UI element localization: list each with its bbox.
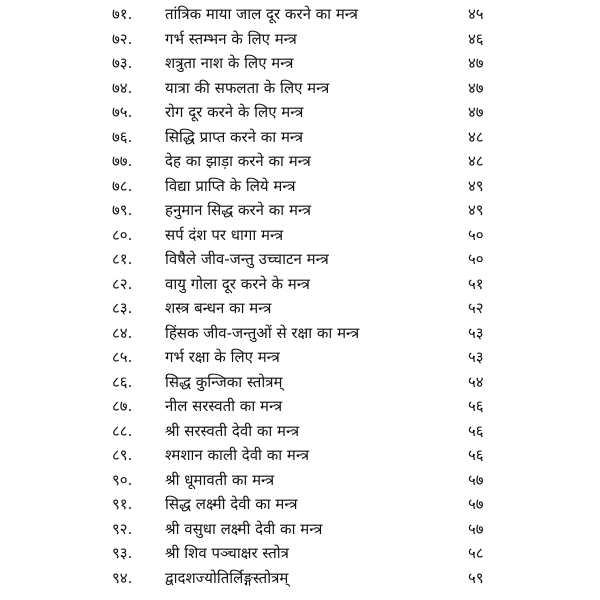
entry-number: ८५. [112, 348, 133, 366]
entry-title: शत्रुता नाश के लिए मन्त्र [165, 54, 294, 72]
entry-title: गर्भ रक्षा के लिए मन्त्र [165, 348, 280, 366]
toc-entry [0, 517, 600, 542]
entry-page: ५० [468, 250, 484, 268]
toc-entry [0, 394, 600, 419]
entry-number: ९४. [112, 568, 133, 587]
entry-page: ५३ [468, 348, 484, 366]
toc-entry [0, 2, 600, 27]
entry-title: श्री वसुधा लक्ष्मी देवी का मन्त्र [165, 519, 323, 538]
entry-number: ८८. [112, 421, 133, 440]
toc-entry [0, 345, 600, 370]
entry-page: ५३ [468, 323, 484, 342]
entry-page: ५४ [468, 372, 484, 391]
entry-number: ८९. [112, 446, 133, 464]
entry-number: ७५. [112, 103, 133, 121]
toc-entry [0, 51, 600, 76]
entry-page: ५१ [468, 274, 484, 293]
toc-entry [0, 419, 600, 444]
entry-page: ४७ [468, 78, 484, 97]
entry-page: ४७ [468, 54, 484, 72]
entry-title: हनुमान सिद्ध करने का मन्त्र [165, 201, 312, 219]
entry-title: वायु गोला दूर करने के मन्त्र [165, 274, 310, 293]
entry-number: ७२. [112, 29, 133, 48]
entry-number: ७६. [112, 127, 133, 146]
entry-page: ५७ [468, 495, 484, 513]
toc-entry [0, 198, 600, 223]
entry-page: ५२ [468, 299, 484, 317]
entry-page: ४९ [468, 201, 484, 219]
entry-page: ४९ [468, 176, 484, 195]
toc-entry [0, 566, 600, 591]
entry-page: ५८ [468, 544, 484, 562]
entry-number: ७७. [112, 152, 133, 170]
entry-number: ७१. [112, 5, 133, 23]
entry-title: नील सरस्वती का मन्त्र [165, 397, 283, 415]
toc-entry [0, 370, 600, 395]
entry-title: श्री सरस्वती देवी का मन्त्र [165, 421, 300, 440]
entry-number: ९२. [112, 519, 133, 538]
entry-page: ५६ [468, 446, 484, 464]
entry-page: ४५ [468, 5, 484, 23]
toc-entry [0, 541, 600, 566]
toc-entry [0, 492, 600, 517]
entry-number: ८७. [112, 397, 133, 415]
entry-number: ८४. [112, 323, 133, 342]
toc-entry [0, 223, 600, 248]
entry-number: ७८. [112, 176, 133, 195]
entry-number: ७३. [112, 54, 133, 72]
entry-number: ७४. [112, 78, 133, 97]
entry-title: यात्रा की सफलता के लिए मन्त्र [165, 78, 330, 97]
toc-entry [0, 100, 600, 125]
entry-title: हिंसक जीव-जन्तुओं से रक्षा का मन्त्र [165, 323, 360, 342]
toc-entry [0, 443, 600, 468]
entry-page: ५७ [468, 519, 484, 538]
toc-entry [0, 247, 600, 272]
toc-entry [0, 321, 600, 346]
entry-title: श्मशान काली देवी का मन्त्र [165, 446, 310, 464]
entry-number: ८२. [112, 274, 133, 293]
entry-title: सर्प दंश पर धागा मन्त्र [165, 225, 284, 244]
toc-entry [0, 272, 600, 297]
entry-page: ५६ [468, 421, 484, 440]
entry-number: ९३. [112, 544, 133, 562]
entry-title: श्री धूमावती का मन्त्र [165, 470, 275, 489]
toc-entry [0, 468, 600, 493]
entry-page: ४८ [468, 152, 484, 170]
entry-number: ८१. [112, 250, 133, 268]
entry-page: ५९ [468, 568, 484, 587]
entry-page: ४७ [468, 103, 484, 121]
entry-page: ५७ [468, 470, 484, 489]
entry-title: गर्भ स्तम्भन के लिए मन्त्र [165, 29, 297, 48]
toc-entry [0, 149, 600, 174]
entry-number: ७९. [112, 201, 133, 219]
entry-title: सिद्धि प्राप्त करने का मन्त्र [165, 127, 304, 146]
entry-number: ८३. [112, 299, 133, 317]
entry-title: तांत्रिक माया जाल दूर करने का मन्त्र [165, 5, 358, 23]
entry-number: ९०. [112, 470, 133, 489]
entry-page: ४८ [468, 127, 484, 146]
entry-title: देह का झाड़ा करने का मन्त्र [165, 152, 311, 170]
toc-entry [0, 27, 600, 52]
entry-page: ५० [468, 225, 484, 244]
toc-entry [0, 296, 600, 321]
entry-number: ९१. [112, 495, 133, 513]
entry-title: सिद्ध लक्ष्मी देवी का मन्त्र [165, 495, 298, 513]
entry-number: ८६. [112, 372, 133, 391]
entry-title: सिद्ध कुन्जिका स्तोत्रम् [165, 372, 283, 391]
toc-entry [0, 174, 600, 199]
entry-title: श्री शिव पञ्चाक्षर स्तोत्र [165, 544, 289, 562]
entry-page: ४६ [468, 29, 484, 48]
entry-number: ८०. [112, 225, 133, 244]
entry-title: रोग दूर करने के लिए मन्त्र [165, 103, 304, 121]
entry-title: द्वादशज्योतिर्लिङ्गस्तोत्रम् [165, 568, 289, 587]
entry-title: विद्या प्राप्ति के लिये मन्त्र [165, 176, 296, 195]
entry-title: शस्त्र बन्धन का मन्त्र [165, 299, 272, 317]
toc-entry [0, 76, 600, 101]
entry-title: विषैले जीव-जन्तु उच्चाटन मन्त्र [165, 250, 329, 268]
entry-page: ५६ [468, 397, 484, 415]
toc-entry [0, 125, 600, 150]
